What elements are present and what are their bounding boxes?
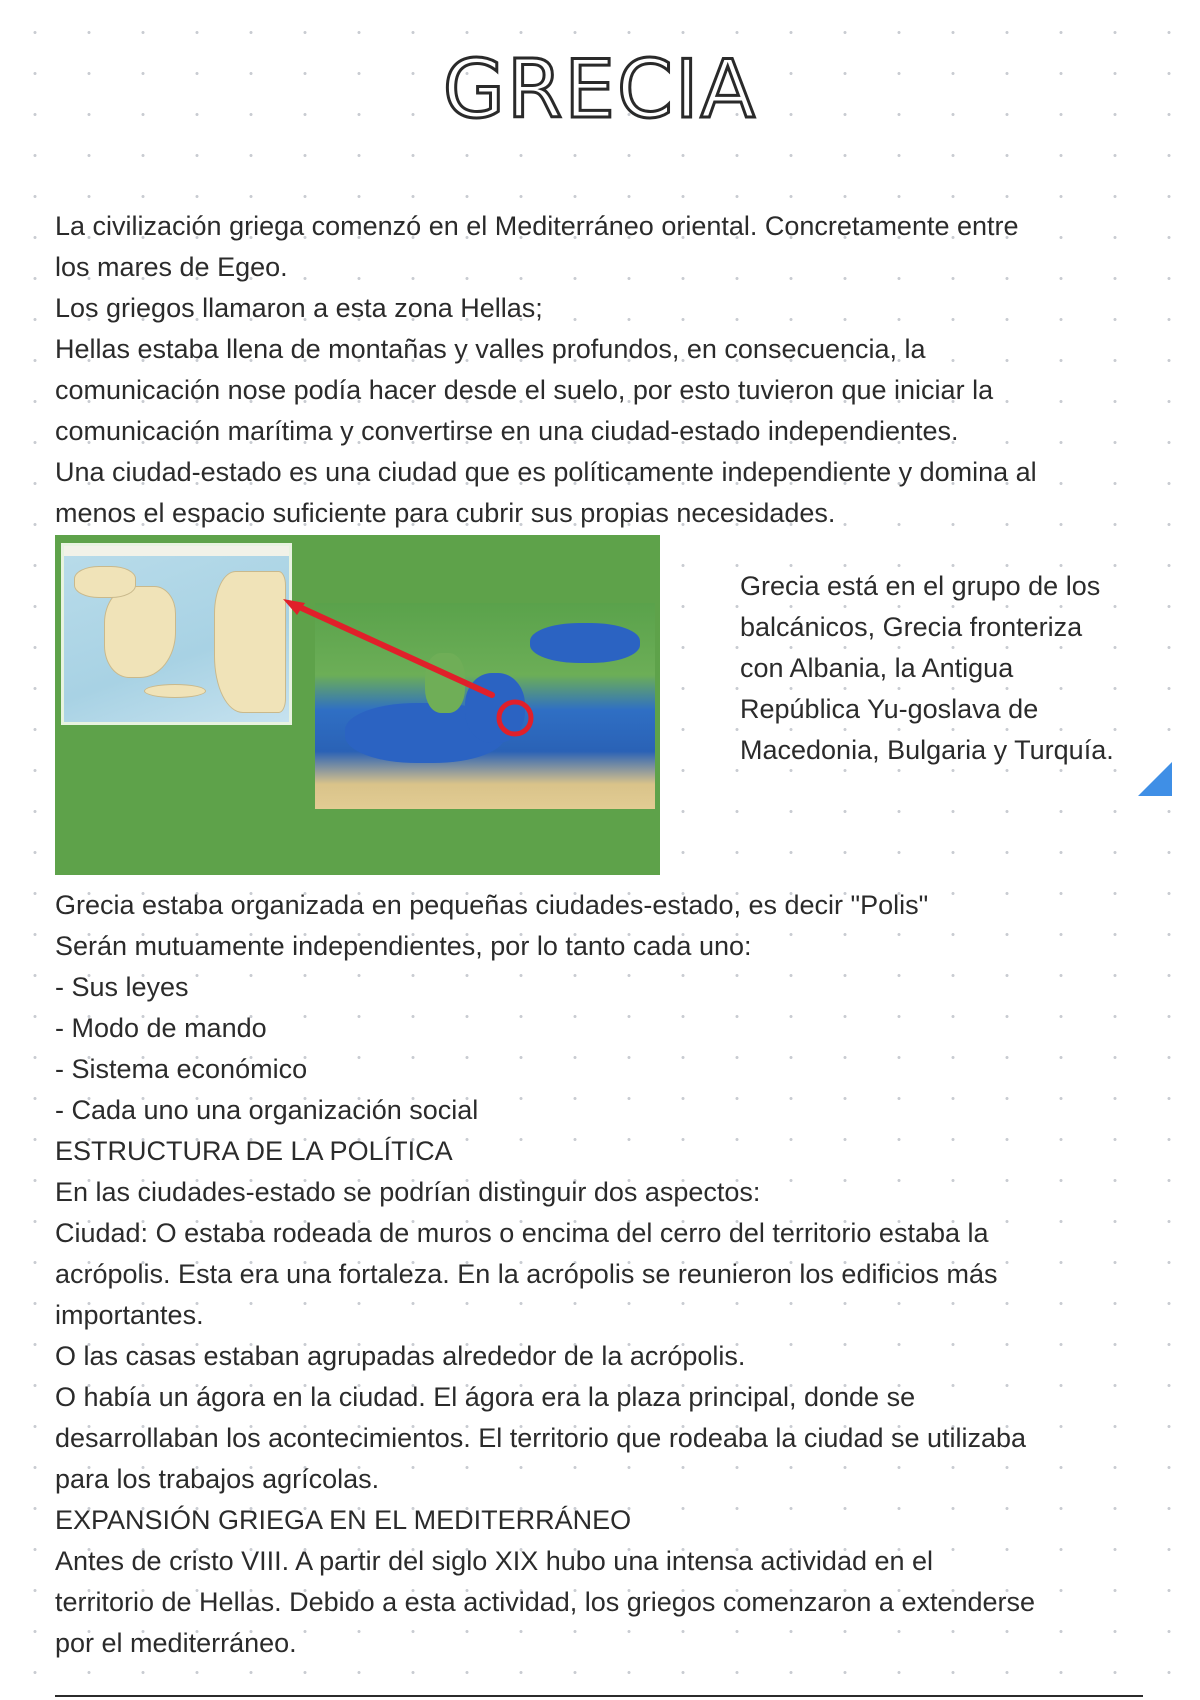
- polis-line: O había un ágora en la ciudad. El ágora era la plaza principal, donde se: [55, 1382, 916, 1412]
- polis-line: Antes de cristo VIII. A partir del siglo XIX hubo una intensa actividad en el: [55, 1546, 934, 1576]
- map-sea-black: [530, 623, 640, 663]
- section-heading: ESTRUCTURA DE LA POLÍTICA: [55, 1136, 453, 1166]
- mediterranean-map: [315, 603, 655, 809]
- intro-paragraph: [55, 206, 1155, 534]
- polis-line: En las ciudades-estado se podrían distinguir dos aspectos:: [55, 1177, 761, 1207]
- intro-line: Hellas estaba llena de montañas y valles profundos, en consecuencia, la: [55, 334, 926, 364]
- side-note: [740, 566, 1160, 771]
- polis-paragraph: [55, 885, 1155, 1664]
- list-item: - Cada uno una organización social: [55, 1095, 479, 1125]
- intro-line: comunicación nose podía hacer desde el suelo, por esto tuvieron que iniciar la: [55, 375, 994, 405]
- polis-line: Ciudad: O estaba rodeada de muros o encima del cerro del territorio estaba la: [55, 1218, 989, 1248]
- side-note-line: balcánicos, Grecia fronteriza: [740, 612, 1083, 642]
- polis-line: desarrollaban los acontecimientos. El territorio que rodeaba la ciudad se utilizaba: [55, 1423, 1027, 1453]
- polis-line: Grecia estaba organizada en pequeñas ciudades-estado, es decir "Polis": [55, 890, 929, 920]
- map-sea-adriatic: [465, 673, 525, 743]
- inset-map-header: [64, 546, 289, 556]
- ancient-greece-inset-map: [61, 543, 292, 725]
- page-title: GRECIA: [442, 43, 758, 136]
- list-item: - Modo de mando: [55, 1013, 267, 1043]
- greece-map-image: [55, 535, 660, 875]
- corner-fold-marker: [1138, 762, 1172, 796]
- intro-line: La civilización griega comenzó en el Mediterráneo oriental. Concretamente entre: [55, 211, 1019, 241]
- side-note-line: Grecia está en el grupo de los: [740, 571, 1101, 601]
- side-note-line: Macedonia, Bulgaria y Turquía.: [740, 735, 1114, 765]
- intro-line: menos el espacio suficiente para cubrir sus propias necesidades.: [55, 498, 836, 528]
- side-note-line: con Albania, la Antigua: [740, 653, 1014, 683]
- bottom-divider: [55, 1695, 1143, 1697]
- polis-line: territorio de Hellas. Debido a esta actividad, los griegos comenzaron a extenderse: [55, 1587, 1036, 1617]
- inset-land-asia-minor: [214, 571, 286, 713]
- list-item: - Sus leyes: [55, 972, 189, 1002]
- side-note-line: República Yu-goslava de: [740, 694, 1039, 724]
- intro-line: los mares de Egeo.: [55, 252, 288, 282]
- map-land-italy: [425, 653, 465, 713]
- polis-line: importantes.: [55, 1300, 204, 1330]
- polis-line: O las casas estaban agrupadas alrededor de la acrópolis.: [55, 1341, 746, 1371]
- list-item: - Sistema económico: [55, 1054, 308, 1084]
- polis-line: acrópolis. Esta era una fortaleza. En la acrópolis se reunieron los edificios más: [55, 1259, 998, 1289]
- intro-line: Los griegos llamaron a esta zona Hellas;: [55, 293, 543, 323]
- section-heading: EXPANSIÓN GRIEGA EN EL MEDITERRÁNEO: [55, 1505, 632, 1535]
- intro-line: Una ciudad-estado es una ciudad que es políticamente independiente y domina al: [55, 457, 1037, 487]
- inset-land-mainland: [104, 586, 176, 678]
- polis-line: Serán mutuamente independientes, por lo tanto cada uno:: [55, 931, 752, 961]
- polis-line: por el mediterráneo.: [55, 1628, 297, 1658]
- inset-land-north: [74, 566, 136, 598]
- polis-line: para los trabajos agrícolas.: [55, 1464, 380, 1494]
- inset-land-crete: [144, 684, 206, 698]
- intro-line: comunicación marítima y convertirse en una ciudad-estado independientes.: [55, 416, 959, 446]
